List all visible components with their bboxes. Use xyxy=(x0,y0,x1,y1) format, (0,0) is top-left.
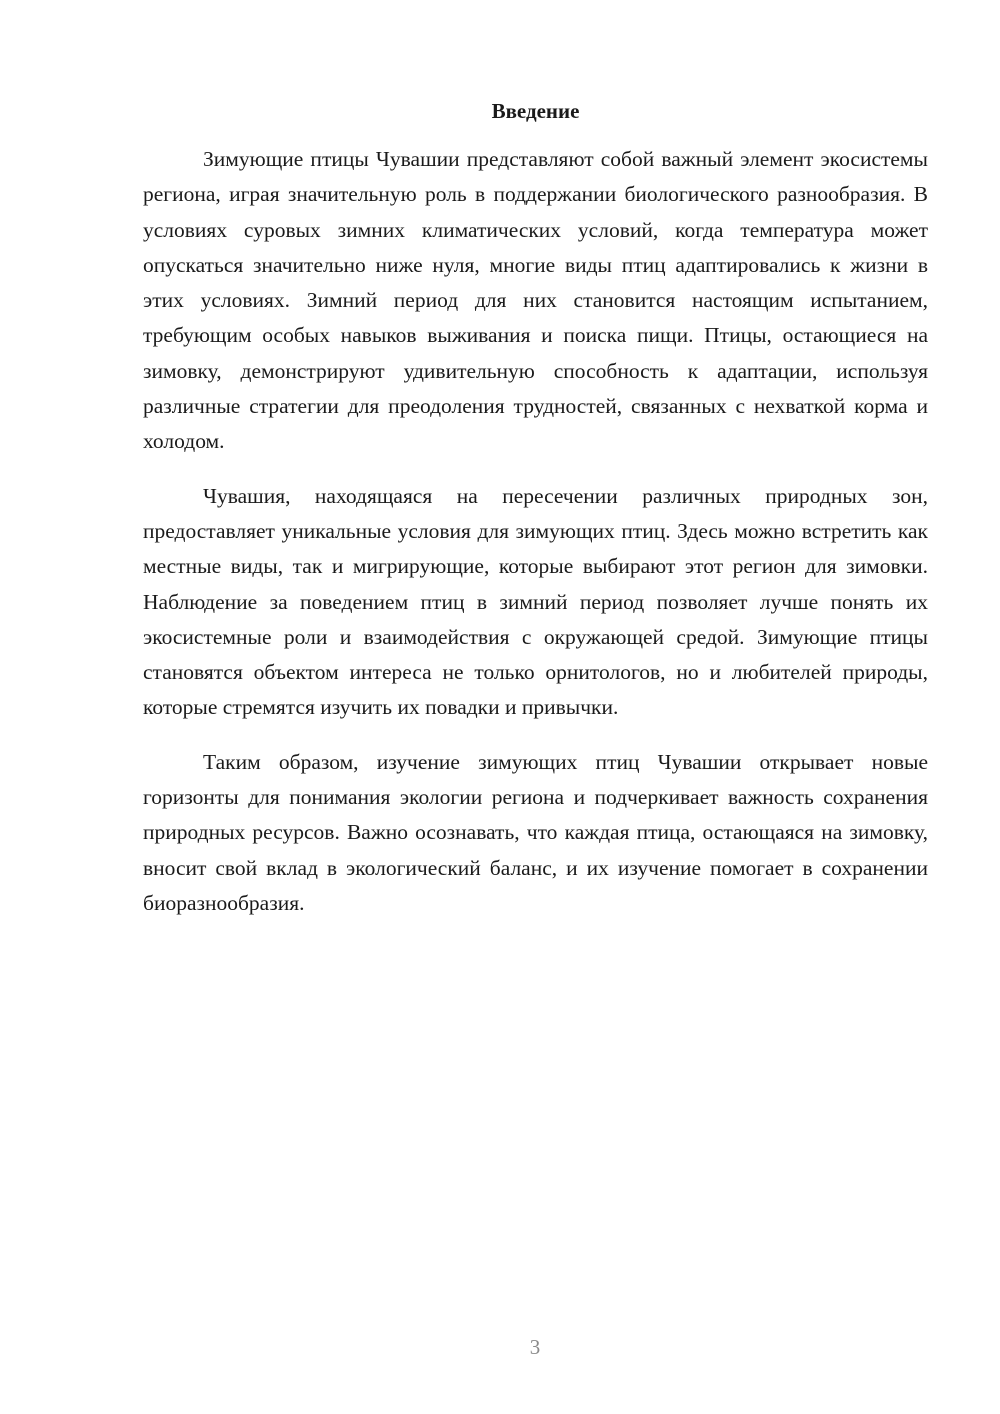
paragraph-2: Чувашия, находящаяся на пересечении различных природных зон, предоставляет уникальные условия для зимующих птиц. Здесь можно встретить как местные виды, так и мигрирующие, которые выбирают этот регион для зимовки. Наблюдение за поведением птиц в зимний период позволяет лучше понять их экосистемные роли и взаимодействия с окружающей средой. Зимующие птицы становятся объектом интереса не только орнитологов, но и любителей природы, которые стремятся изучить их повадки и привычки. xyxy=(143,483,928,720)
page-number: 3 xyxy=(529,1335,541,1359)
section-heading: Введение xyxy=(491,99,580,123)
body-text xyxy=(143,142,928,940)
paragraph-1: Зимующие птицы Чувашии представляют собой важный элемент экосистемы региона, играя значительную роль в поддержании биологического разнообразия. В условиях суровых зимних климатических условий, когда температура может опускаться значительно ниже нуля, многие виды птиц адаптировались к жизни в этих условиях. Зимний период для них становится настоящим испытанием, требующим особых навыков выживания и поиска пищи. Птицы, остающиеся на зимовку, демонстрируют удивительную способность к адаптации, используя различные стратегии для преодоления трудностей, связанных с нехваткой корма и холодом. xyxy=(143,147,928,454)
paragraph-3: Таким образом, изучение зимующих птиц Чувашии открывает новые горизонты для понимания экологии региона и подчеркивает важность сохранения природных ресурсов. Важно осознавать, что каждая птица, остающаяся на зимовку, вносит свой вклад в экологический баланс, и их изучение помогает в сохранении биоразнообразия. xyxy=(143,749,928,915)
